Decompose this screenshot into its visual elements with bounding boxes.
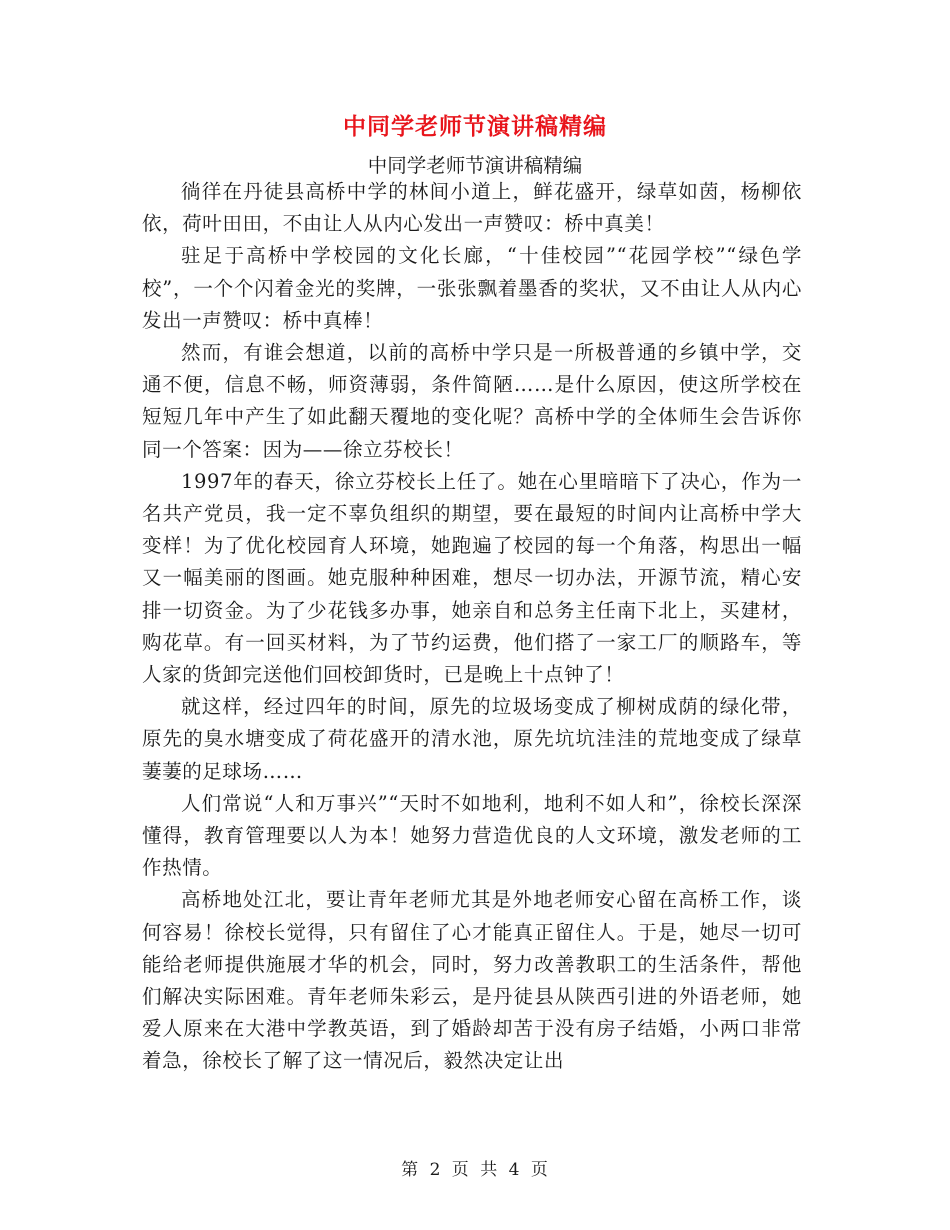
document-subtitle: 中同学老师节演讲稿精编 — [367, 154, 583, 177]
paragraph: 1997年的春天，徐立芬校长上任了。她在心里暗暗下了决心，作为一名共产党员，我一定不辜负组织的期望，要在最短的时间内让高桥中学大变样！为了优化校园育人环境，她跑遍了校园的每一个角落，构思出一幅又一幅美丽的图画。她克服种种困难，想尽一切办法，开源节流，精心安排一切资金。为了少花钱多办事，她亲自和总务主任南下北上，买建材，购花草。有一回买材料，为了节约运费，他们搭了一家工厂的顺路车，等人家的货卸完送他们回校卸货时，已是晚上十点钟了！ — [142, 469, 802, 687]
paragraph: 就这样，经过四年的时间，原先的垃圾场变成了柳树成荫的绿化带，原先的臭水塘变成了荷花盛开的清水池，原先坑坑洼洼的荒地变成了绿草萋萋的足球场…… — [142, 695, 802, 783]
footer-total-word: 共 — [480, 1160, 499, 1180]
footer-total-pages: 4 — [508, 1160, 521, 1180]
paragraph: 徜徉在丹徒县高桥中学的林间小道上，鲜花盛开，绿草如茵，杨柳依依，荷叶田田，不由让人从内心发出一声赞叹：桥中真美！ — [142, 180, 802, 236]
paragraph: 驻足于高桥中学校园的文化长廊，“十佳校园”“花园学校”“绿色学校”，一个个闪着金光的奖牌，一张张飘着墨香的奖状，又不由让人从内心发出一声赞叹：桥中真棒！ — [142, 244, 802, 332]
document-body — [142, 176, 802, 1078]
footer-current-page: 2 — [429, 1160, 442, 1180]
paragraph: 高桥地处江北，要让青年老师尤其是外地老师安心留在高桥工作，谈何容易！徐校长觉得，只有留住了心才能真正留住人。于是，她尽一切可能给老师提供施展才华的机会，同时，努力改善教职工的生活条件，帮他们解决实际困难。青年老师朱彩云，是丹徒县从陕西引进的外语老师，她爱人原来在大港中学教英语，到了婚龄却苦于没有房子结婚，小两口非常着急，徐校长了解了这一情况后，毅然决定让出 — [142, 888, 802, 1073]
paragraph: 人们常说“人和万事兴”“天时不如地利，地利不如人和”，徐校长深深懂得，教育管理要以人为本！她努力营造优良的人文环境，激发老师的工作热情。 — [142, 791, 802, 880]
paragraph: 然而，有谁会想道，以前的高桥中学只是一所极普通的乡镇中学，交通不便，信息不畅，师资薄弱，条件简陋……是什么原因，使这所学校在短短几年中产生了如此翻天覆地的变化呢？高桥中学的全体师生会告诉你同一个答案：因为——徐立芬校长！ — [142, 341, 802, 461]
footer-page-word: 页 — [451, 1160, 470, 1180]
document-title: 中同学老师节演讲稿精编 — [343, 113, 607, 140]
footer-suffix: 页 — [530, 1160, 549, 1180]
page-footer — [0, 1155, 950, 1180]
footer-prefix: 第 — [401, 1160, 420, 1180]
